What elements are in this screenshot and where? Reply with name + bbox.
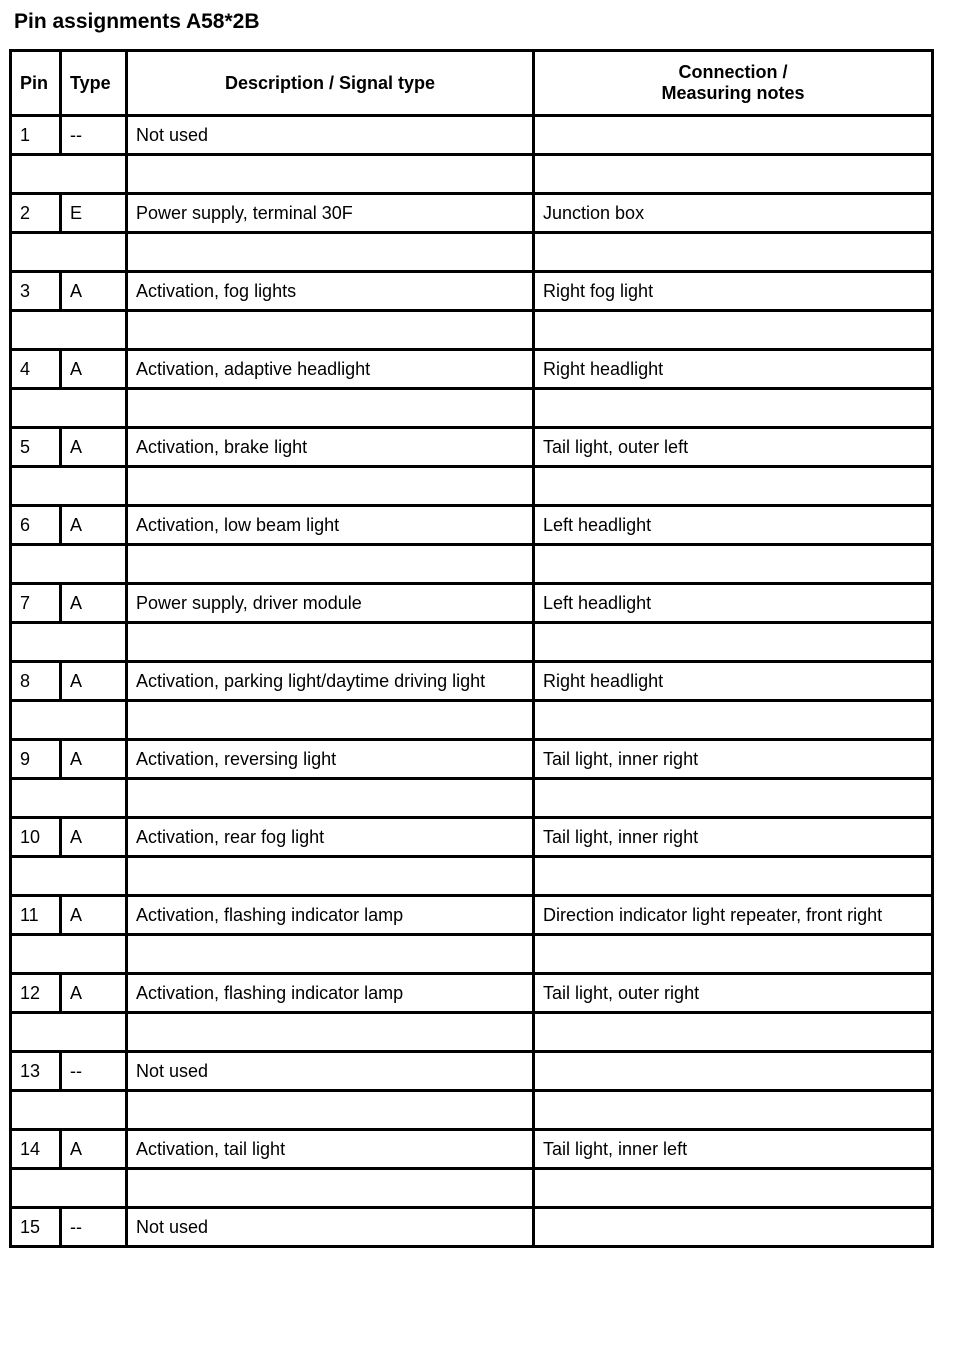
cell-connection (534, 1052, 933, 1091)
spacer-cell-pin-type (11, 857, 127, 896)
cell-description: Not used (127, 1208, 534, 1247)
spacer-cell-description (127, 233, 534, 272)
cell-description: Not used (127, 1052, 534, 1091)
cell-connection: Tail light, inner right (534, 818, 933, 857)
spacer-cell-connection (534, 779, 933, 818)
spacer-cell-description (127, 1013, 534, 1052)
spacer-cell-description (127, 623, 534, 662)
cell-description: Power supply, terminal 30F (127, 194, 534, 233)
cell-pin: 14 (11, 1130, 61, 1169)
cell-connection: Left headlight (534, 506, 933, 545)
spacer-cell-pin-type (11, 779, 127, 818)
cell-type: A (61, 428, 127, 467)
spacer-cell-description (127, 545, 534, 584)
cell-type: A (61, 818, 127, 857)
spacer-cell-connection (534, 623, 933, 662)
table-header-row (11, 51, 933, 116)
cell-description: Activation, tail light (127, 1130, 534, 1169)
spacer-cell-pin-type (11, 1013, 127, 1052)
cell-pin: 12 (11, 974, 61, 1013)
cell-description: Activation, rear fog light (127, 818, 534, 857)
cell-connection: Left headlight (534, 584, 933, 623)
spacer-row (11, 779, 933, 818)
cell-connection: Tail light, outer left (534, 428, 933, 467)
header-connection-line1: Connection / (678, 62, 788, 82)
cell-description: Activation, adaptive headlight (127, 350, 534, 389)
spacer-cell-pin-type (11, 623, 127, 662)
spacer-cell-description (127, 311, 534, 350)
pin-assignment-table (9, 49, 934, 1248)
header-description: Description / Signal type (127, 51, 534, 116)
table-row (11, 428, 933, 467)
table-row (11, 116, 933, 155)
table-row (11, 1052, 933, 1091)
spacer-cell-description (127, 779, 534, 818)
cell-type: A (61, 584, 127, 623)
table-row (11, 1130, 933, 1169)
cell-pin: 4 (11, 350, 61, 389)
cell-pin: 11 (11, 896, 61, 935)
spacer-cell-pin-type (11, 467, 127, 506)
cell-connection (534, 1208, 933, 1247)
spacer-cell-pin-type (11, 545, 127, 584)
cell-description: Power supply, driver module (127, 584, 534, 623)
spacer-cell-pin-type (11, 389, 127, 428)
cell-description: Activation, low beam light (127, 506, 534, 545)
cell-connection: Tail light, inner right (534, 740, 933, 779)
cell-connection: Tail light, inner left (534, 1130, 933, 1169)
cell-connection: Junction box (534, 194, 933, 233)
spacer-cell-pin-type (11, 935, 127, 974)
cell-type: A (61, 1130, 127, 1169)
header-connection-line2: Measuring notes (661, 83, 805, 103)
spacer-row (11, 857, 933, 896)
cell-pin: 15 (11, 1208, 61, 1247)
cell-type: A (61, 272, 127, 311)
cell-pin: 10 (11, 818, 61, 857)
spacer-cell-connection (534, 311, 933, 350)
cell-description: Activation, brake light (127, 428, 534, 467)
cell-pin: 2 (11, 194, 61, 233)
cell-pin: 6 (11, 506, 61, 545)
spacer-cell-connection (534, 1013, 933, 1052)
cell-pin: 7 (11, 584, 61, 623)
cell-type: A (61, 740, 127, 779)
spacer-cell-connection (534, 233, 933, 272)
table-body (11, 116, 933, 1247)
table-row (11, 584, 933, 623)
cell-type: A (61, 350, 127, 389)
cell-type: E (61, 194, 127, 233)
spacer-cell-connection (534, 1091, 933, 1130)
cell-connection: Direction indicator light repeater, front right (534, 896, 933, 935)
cell-description: Activation, flashing indicator lamp (127, 974, 534, 1013)
spacer-cell-connection (534, 389, 933, 428)
table-row (11, 896, 933, 935)
spacer-cell-description (127, 1091, 534, 1130)
spacer-row (11, 233, 933, 272)
cell-type: -- (61, 1052, 127, 1091)
spacer-row (11, 545, 933, 584)
spacer-cell-description (127, 467, 534, 506)
table-row (11, 272, 933, 311)
spacer-row (11, 311, 933, 350)
header-pin: Pin (11, 51, 61, 116)
cell-description: Activation, fog lights (127, 272, 534, 311)
table-row (11, 740, 933, 779)
spacer-row (11, 1013, 933, 1052)
spacer-cell-description (127, 1169, 534, 1208)
spacer-cell-pin-type (11, 701, 127, 740)
spacer-row (11, 1091, 933, 1130)
cell-type: A (61, 896, 127, 935)
spacer-cell-connection (534, 1169, 933, 1208)
table-row (11, 350, 933, 389)
table-row (11, 662, 933, 701)
cell-description: Activation, reversing light (127, 740, 534, 779)
spacer-cell-pin-type (11, 233, 127, 272)
header-connection (534, 51, 933, 116)
cell-pin: 3 (11, 272, 61, 311)
cell-pin: 8 (11, 662, 61, 701)
spacer-cell-pin-type (11, 1169, 127, 1208)
cell-connection: Right headlight (534, 662, 933, 701)
spacer-row (11, 1169, 933, 1208)
cell-type: -- (61, 116, 127, 155)
cell-pin: 13 (11, 1052, 61, 1091)
spacer-cell-description (127, 155, 534, 194)
spacer-row (11, 389, 933, 428)
spacer-cell-description (127, 701, 534, 740)
page-title: Pin assignments A58*2B (14, 10, 260, 33)
spacer-cell-description (127, 857, 534, 896)
spacer-row (11, 701, 933, 740)
cell-type: -- (61, 1208, 127, 1247)
spacer-cell-description (127, 935, 534, 974)
spacer-cell-connection (534, 935, 933, 974)
table-row (11, 818, 933, 857)
table-row (11, 1208, 933, 1247)
spacer-row (11, 623, 933, 662)
spacer-cell-description (127, 389, 534, 428)
table-row (11, 194, 933, 233)
cell-connection: Tail light, outer right (534, 974, 933, 1013)
cell-description: Activation, flashing indicator lamp (127, 896, 534, 935)
cell-description: Activation, parking light/daytime driving light (127, 662, 534, 701)
spacer-cell-connection (534, 701, 933, 740)
table-row (11, 506, 933, 545)
cell-type: A (61, 506, 127, 545)
cell-connection: Right headlight (534, 350, 933, 389)
spacer-cell-connection (534, 545, 933, 584)
spacer-cell-connection (534, 467, 933, 506)
spacer-cell-connection (534, 857, 933, 896)
spacer-cell-pin-type (11, 311, 127, 350)
spacer-cell-pin-type (11, 1091, 127, 1130)
spacer-row (11, 155, 933, 194)
cell-pin: 1 (11, 116, 61, 155)
spacer-cell-connection (534, 155, 933, 194)
cell-connection (534, 116, 933, 155)
cell-pin: 5 (11, 428, 61, 467)
spacer-cell-pin-type (11, 155, 127, 194)
spacer-row (11, 935, 933, 974)
spacer-row (11, 467, 933, 506)
cell-pin: 9 (11, 740, 61, 779)
cell-connection: Right fog light (534, 272, 933, 311)
cell-description: Not used (127, 116, 534, 155)
cell-type: A (61, 974, 127, 1013)
table-row (11, 974, 933, 1013)
cell-type: A (61, 662, 127, 701)
header-type: Type (61, 51, 127, 116)
